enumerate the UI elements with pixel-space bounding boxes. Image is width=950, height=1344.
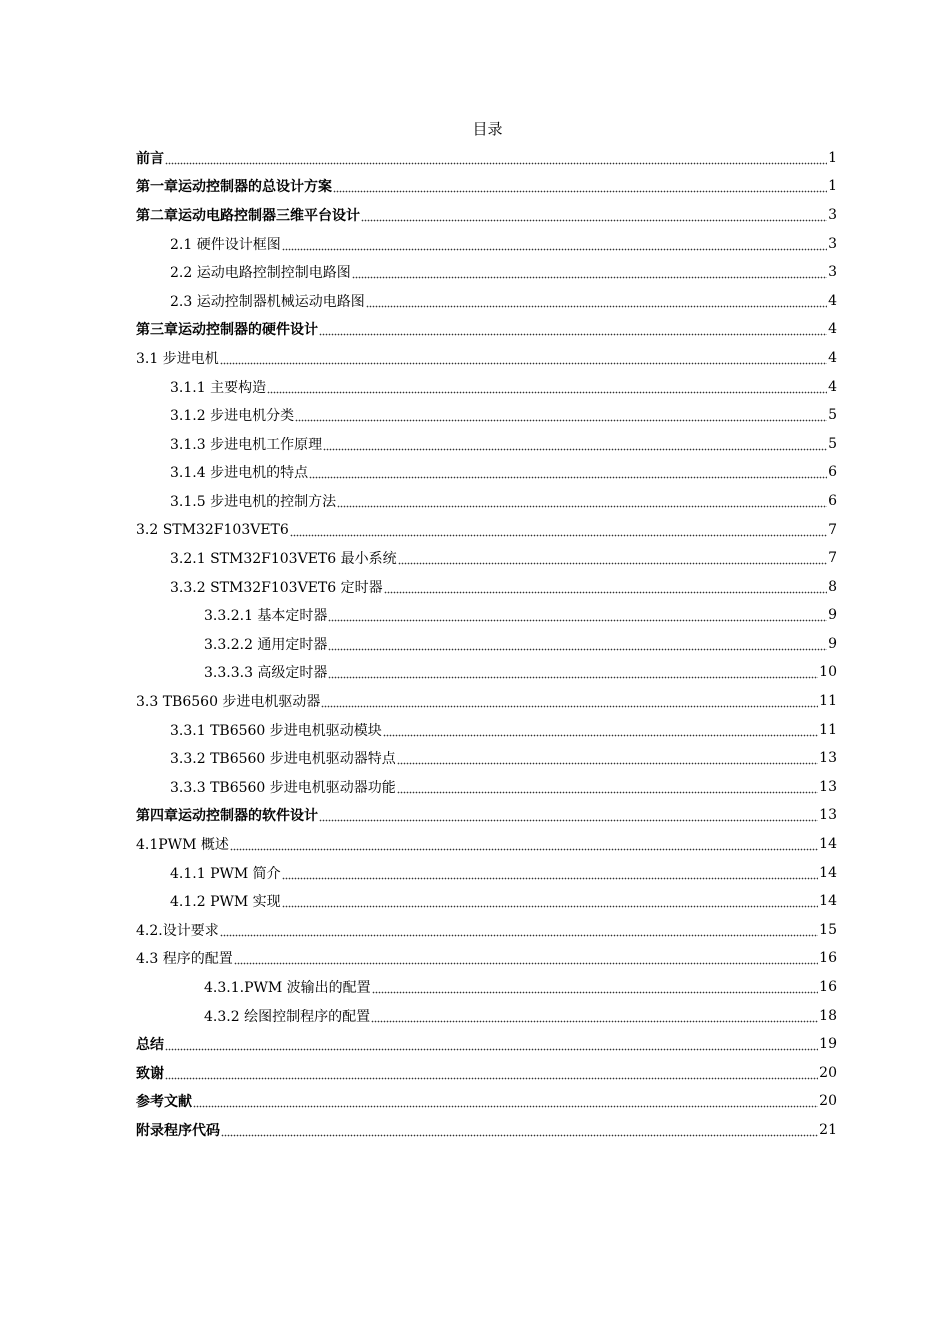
toc-entry-page-number: 1	[828, 149, 837, 166]
toc-entry-label: 3.1.5 步进电机的控制方法	[170, 493, 337, 510]
dot-leader	[398, 551, 827, 565]
toc-entry-page-number: 7	[828, 521, 837, 538]
toc-entry[interactable]	[136, 515, 837, 544]
toc-entry-page-number: 20	[819, 1064, 837, 1081]
toc-entry-label: 参考文献	[136, 1094, 192, 1111]
toc-entry[interactable]	[136, 601, 837, 630]
dot-leader	[372, 980, 819, 994]
toc-entry-label: 第一章运动控制器的总设计方案	[136, 179, 332, 196]
toc-entry-label: 3.3.1 TB6560 步进电机驱动模块	[170, 722, 382, 739]
dot-leader	[397, 751, 818, 765]
dot-leader	[328, 665, 818, 679]
toc-title: 目录	[472, 120, 503, 138]
toc-entry[interactable]	[136, 172, 837, 201]
toc-entry[interactable]	[136, 1087, 837, 1116]
toc-entry[interactable]	[136, 773, 837, 802]
toc-entry-label: 3.2 STM32F103VET6	[136, 521, 289, 538]
toc-entry-page-number: 3	[828, 264, 837, 281]
toc-entry[interactable]	[136, 315, 837, 344]
toc-entry[interactable]	[136, 372, 837, 401]
toc-entry-page-number: 11	[819, 721, 837, 738]
toc-entry[interactable]	[136, 1030, 837, 1059]
dot-leader	[295, 408, 827, 422]
toc-entry-page-number: 14	[819, 864, 837, 881]
toc-entry-label: 4.2.设计要求	[136, 922, 219, 939]
toc-entry-page-number: 13	[819, 750, 837, 767]
toc-entry-label: 3.2.1 STM32F103VET6 最小系统	[170, 551, 397, 568]
toc-entry-page-number: 3	[828, 206, 837, 223]
toc-entry-page-number: 4	[828, 321, 837, 338]
toc-entry-page-number: 3	[828, 235, 837, 252]
toc-entry-page-number: 14	[819, 836, 837, 853]
dot-leader	[333, 179, 827, 193]
dot-leader	[319, 808, 818, 822]
toc-entry-label: 2.2 运动电路控制控制电路图	[170, 265, 351, 282]
toc-entry-label: 致谢	[136, 1065, 164, 1082]
toc-entry-label: 第三章运动控制器的硬件设计	[136, 322, 318, 339]
toc-entry[interactable]	[136, 973, 837, 1002]
toc-entry-label: 3.3.2 STM32F103VET6 定时器	[170, 579, 383, 596]
toc-entry-label: 4.3.1.PWM 波输出的配置	[204, 980, 371, 997]
toc-entry-label: 4.1.1 PWM 简介	[170, 865, 281, 882]
dot-leader	[267, 380, 827, 394]
toc-entry-page-number: 21	[819, 1121, 837, 1138]
toc-entry[interactable]	[136, 401, 837, 430]
toc-entry[interactable]	[136, 487, 837, 516]
toc-entry-label: 3.3 TB6560 步进电机驱动器	[136, 694, 321, 711]
toc-entry-label: 2.1 硬件设计框图	[170, 236, 281, 253]
dot-leader	[352, 265, 827, 279]
toc-entry-label: 第四章运动控制器的软件设计	[136, 808, 318, 825]
toc-entry-page-number: 9	[828, 635, 837, 652]
toc-entry-label: 3.3.3 TB6560 步进电机驱动器功能	[170, 779, 396, 796]
toc-entry[interactable]	[136, 544, 837, 573]
toc-entry[interactable]	[136, 1001, 837, 1030]
dot-leader	[328, 637, 827, 651]
dot-leader	[309, 465, 827, 479]
dot-leader	[220, 351, 827, 365]
toc-entry-page-number: 16	[819, 950, 837, 967]
toc-entry-page-number: 13	[819, 778, 837, 795]
toc-entry-label: 前言	[136, 150, 164, 167]
toc-entry-page-number: 1	[828, 178, 837, 195]
table-of-contents	[136, 144, 837, 1145]
toc-entry[interactable]	[136, 944, 837, 973]
toc-entry-label: 4.3.2 绘图控制程序的配置	[204, 1008, 371, 1025]
dot-leader	[384, 580, 827, 594]
toc-entry[interactable]	[136, 858, 837, 887]
toc-entry[interactable]	[136, 144, 837, 173]
toc-entry-label: 3.1 步进电机	[136, 350, 219, 367]
toc-entry-label: 附录程序代码	[136, 1122, 220, 1139]
toc-entry-page-number: 16	[819, 979, 837, 996]
toc-entry-label: 3.3.2 TB6560 步进电机驱动器特点	[170, 751, 396, 768]
toc-entry-page-number: 4	[828, 292, 837, 309]
toc-entry[interactable]	[136, 201, 837, 230]
dot-leader	[165, 151, 827, 165]
dot-leader	[165, 1066, 818, 1080]
dot-leader	[361, 208, 827, 222]
dot-leader	[282, 237, 827, 251]
dot-leader	[193, 1094, 818, 1108]
toc-entry-label: 4.1.2 PWM 实现	[170, 894, 281, 911]
toc-entry[interactable]	[136, 286, 837, 315]
toc-entry[interactable]	[136, 429, 837, 458]
toc-entry-page-number: 15	[819, 921, 837, 938]
toc-entry-page-number: 13	[819, 807, 837, 824]
toc-entry-label: 3.1.4 步进电机的特点	[170, 465, 309, 482]
toc-entry[interactable]	[136, 572, 837, 601]
toc-entry[interactable]	[136, 801, 837, 830]
dot-leader	[319, 322, 827, 336]
dot-leader	[323, 437, 827, 451]
toc-entry[interactable]	[136, 830, 837, 859]
dot-leader	[337, 494, 827, 508]
toc-entry-page-number: 8	[828, 578, 837, 595]
toc-entry-page-number: 20	[819, 1093, 837, 1110]
toc-entry[interactable]	[136, 887, 837, 916]
toc-entry-label: 4.1PWM 概述	[136, 837, 229, 854]
dot-leader	[234, 951, 818, 965]
toc-entry-label: 2.3 运动控制器机械运动电路图	[170, 293, 365, 310]
toc-entry-label: 3.1.1 主要构造	[170, 379, 267, 396]
toc-entry-page-number: 9	[828, 607, 837, 624]
dot-leader	[383, 723, 818, 737]
toc-entry-label: 第二章运动电路控制器三维平台设计	[136, 207, 360, 224]
toc-entry-page-number: 4	[828, 349, 837, 366]
toc-entry-page-number: 5	[828, 407, 837, 424]
toc-entry[interactable]	[136, 687, 837, 716]
toc-entry[interactable]	[136, 715, 837, 744]
toc-entry-label: 3.1.3 步进电机工作原理	[170, 436, 323, 453]
dot-leader	[328, 608, 827, 622]
toc-entry[interactable]	[136, 916, 837, 945]
toc-entry[interactable]	[136, 1059, 837, 1088]
toc-entry-page-number: 19	[819, 1036, 837, 1053]
toc-entry[interactable]	[136, 630, 837, 659]
toc-entry-label: 总结	[136, 1037, 164, 1054]
toc-entry-label: 3.3.2.1 基本定时器	[204, 608, 328, 625]
dot-leader	[397, 780, 818, 794]
toc-entry-page-number: 10	[819, 664, 837, 681]
dot-leader	[220, 923, 818, 937]
dot-leader	[321, 694, 818, 708]
toc-entry[interactable]	[136, 258, 837, 287]
toc-entry-page-number: 14	[819, 893, 837, 910]
toc-entry-page-number: 5	[828, 435, 837, 452]
toc-entry-page-number: 7	[828, 550, 837, 567]
toc-entry-page-number: 6	[828, 492, 837, 509]
dot-leader	[282, 866, 819, 880]
toc-entry-page-number: 6	[828, 464, 837, 481]
toc-entry[interactable]	[136, 658, 837, 687]
toc-entry-page-number: 4	[828, 378, 837, 395]
toc-entry-label: 4.3 程序的配置	[136, 951, 233, 968]
toc-entry-label: 3.3.3.3 高级定时器	[204, 665, 328, 682]
toc-entry-page-number: 11	[819, 693, 837, 710]
toc-entry[interactable]	[136, 229, 837, 258]
dot-leader	[290, 523, 827, 537]
dot-leader	[366, 294, 827, 308]
toc-entry[interactable]	[136, 1116, 837, 1145]
dot-leader	[230, 837, 818, 851]
toc-entry-page-number: 18	[819, 1007, 837, 1024]
toc-entry[interactable]	[136, 344, 837, 373]
toc-entry[interactable]	[136, 458, 837, 487]
dot-leader	[371, 1009, 818, 1023]
dot-leader	[221, 1123, 818, 1137]
dot-leader	[282, 894, 819, 908]
toc-entry-label: 3.1.2 步进电机分类	[170, 408, 295, 425]
toc-entry[interactable]	[136, 744, 837, 773]
toc-entry-label: 3.3.2.2 通用定时器	[204, 636, 328, 653]
dot-leader	[165, 1037, 818, 1051]
